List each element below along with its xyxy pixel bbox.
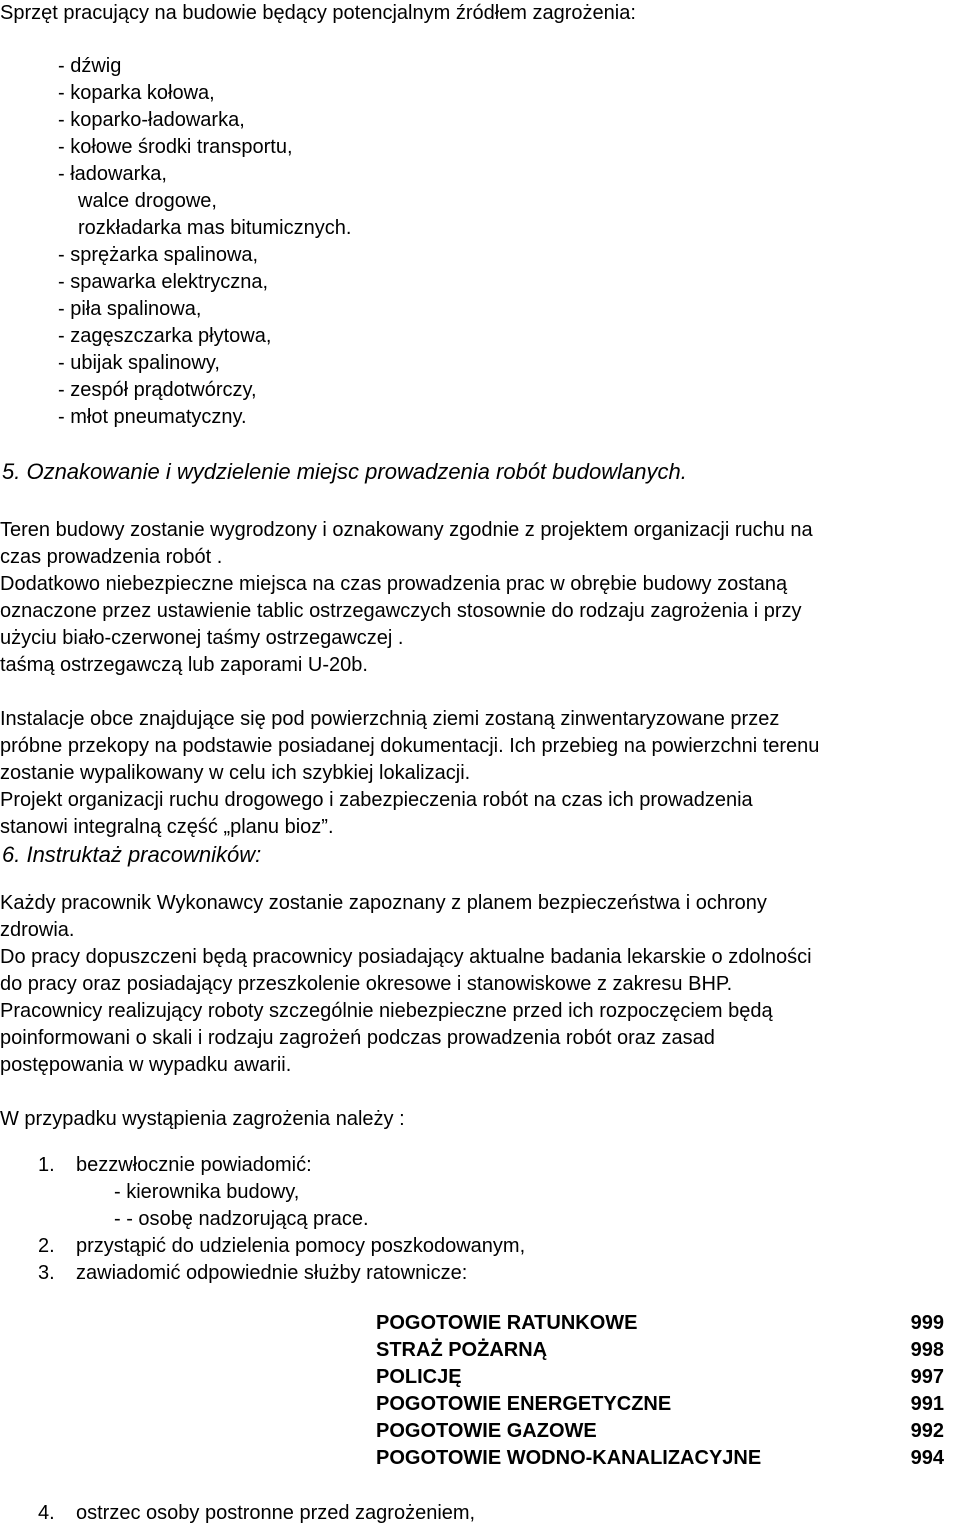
paragraph-line: do pracy oraz posiadający przeszkolenie okresowe i stanowiskowe z zakresu BHP. <box>0 973 733 995</box>
paragraph-line: zostanie wypalikowany w celu ich szybkiej lokalizacji. <box>0 762 471 784</box>
paragraph-line: zdrowia. <box>0 919 75 941</box>
equipment-item: - zagęszczarka płytowa, <box>58 325 272 347</box>
equipment-item: - ładowarka, <box>58 163 167 185</box>
step-text: zawiadomić odpowiednie służby ratownicze: <box>76 1262 468 1284</box>
equipment-item: - zespół prądotwórczy, <box>58 379 257 401</box>
paragraph-line: Do pracy dopuszczeni będą pracownicy posiadający aktualne badania lekarskie o zdolności <box>0 946 812 968</box>
service-number: 992 <box>910 1420 944 1442</box>
paragraph-line: Pracownicy realizujący roboty szczególnie niebezpieczne przed ich rozpoczęciem będą <box>0 1000 773 1022</box>
emergency-row <box>376 1445 944 1472</box>
equipment-item: - dźwig <box>58 55 122 77</box>
emergency-row <box>376 1337 944 1364</box>
equipment-item: - spawarka elektryczna, <box>58 271 269 293</box>
paragraph-line: Każdy pracownik Wykonawcy zostanie zapoznany z planem bezpieczeństwa i ochrony <box>0 892 767 914</box>
service-number: 991 <box>910 1393 944 1415</box>
step-number: 1. <box>38 1154 55 1176</box>
paragraph-line: Dodatkowo niebezpieczne miejsca na czas prowadzenia prac w obrębie budowy zostaną <box>0 573 788 595</box>
service-name: POGOTOWIE ENERGETYCZNE <box>376 1393 672 1415</box>
paragraph-line: postępowania w wypadku awarii. <box>0 1054 292 1076</box>
paragraph-line: użyciu biało-czerwonej taśmy ostrzegawczej . <box>0 627 404 649</box>
equipment-item: rozkładarka mas bitumicznych. <box>78 217 352 239</box>
service-name: STRAŻ POŻARNĄ <box>376 1339 548 1361</box>
equipment-item: - koparko-ładowarka, <box>58 109 245 131</box>
emergency-row <box>376 1391 944 1418</box>
emergency-row <box>376 1310 944 1337</box>
paragraph-line: oznaczone przez ustawienie tablic ostrzegawczych stosownie do rodzaju zagrożenia i przy <box>0 600 802 622</box>
service-name: POGOTOWIE GAZOWE <box>376 1420 597 1442</box>
paragraph-line: stanowi integralną część „planu bioz”. <box>0 816 334 838</box>
service-name: POLICJĘ <box>376 1366 462 1388</box>
paragraph-line: czas prowadzenia robót . <box>0 546 223 568</box>
hazard-intro: W przypadku wystąpienia zagrożenia należy : <box>0 1108 405 1130</box>
service-name: POGOTOWIE WODNO-KANALIZACYJNE <box>376 1447 762 1469</box>
paragraph-line: taśmą ostrzegawczą lub zaporami U-20b. <box>0 654 368 676</box>
emergency-numbers-table <box>376 1310 944 1472</box>
service-number: 998 <box>910 1339 944 1361</box>
notify-item: - - osobę nadzorującą prace. <box>114 1208 369 1230</box>
step-text: bezzwłocznie powiadomić: <box>76 1154 312 1176</box>
paragraph-line: Instalacje obce znajdujące się pod powierzchnią ziemi zostaną zinwentaryzowane przez <box>0 708 780 730</box>
service-number: 997 <box>910 1366 944 1388</box>
equipment-item: - ubijak spalinowy, <box>58 352 220 374</box>
step-number: 3. <box>38 1262 55 1284</box>
emergency-row <box>376 1418 944 1445</box>
emergency-row <box>376 1364 944 1391</box>
intro-text: Sprzęt pracujący na budowie będący potencjalnym źródłem zagrożenia: <box>0 2 636 24</box>
paragraph-line: Teren budowy zostanie wygrodzony i oznakowany zgodnie z projektem organizacji ruchu na <box>0 519 813 541</box>
service-name: POGOTOWIE RATUNKOWE <box>376 1312 638 1334</box>
step-number: 4. <box>38 1502 55 1524</box>
step-number: 2. <box>38 1235 55 1257</box>
paragraph-line: Projekt organizacji ruchu drogowego i zabezpieczenia robót na czas ich prowadzenia <box>0 789 753 811</box>
step-text: przystąpić do udzielenia pomocy poszkodowanym, <box>76 1235 526 1257</box>
equipment-item: - młot pneumatyczny. <box>58 406 247 428</box>
equipment-item: - koparka kołowa, <box>58 82 215 104</box>
equipment-item: - kołowe środki transportu, <box>58 136 293 158</box>
paragraph-line: próbne przekopy na podstawie posiadanej dokumentacji. Ich przebieg na powierzchni terenu <box>0 735 820 757</box>
equipment-item: walce drogowe, <box>78 190 217 212</box>
equipment-item: - piła spalinowa, <box>58 298 202 320</box>
paragraph-line: poinformowani o skali i rodzaju zagrożeń podczas prowadzenia robót oraz zasad <box>0 1027 715 1049</box>
service-number: 994 <box>910 1447 944 1469</box>
equipment-item: - sprężarka spalinowa, <box>58 244 259 266</box>
section-5-heading: 5. Oznakowanie i wydzielenie miejsc prowadzenia robót budowlanych. <box>2 459 687 484</box>
step-text: ostrzec osoby postronne przed zagrożeniem, <box>76 1502 476 1524</box>
service-number: 999 <box>910 1312 944 1334</box>
section-6-heading: 6. Instruktaż pracowników: <box>2 842 262 867</box>
notify-item: - kierownika budowy, <box>114 1181 300 1203</box>
